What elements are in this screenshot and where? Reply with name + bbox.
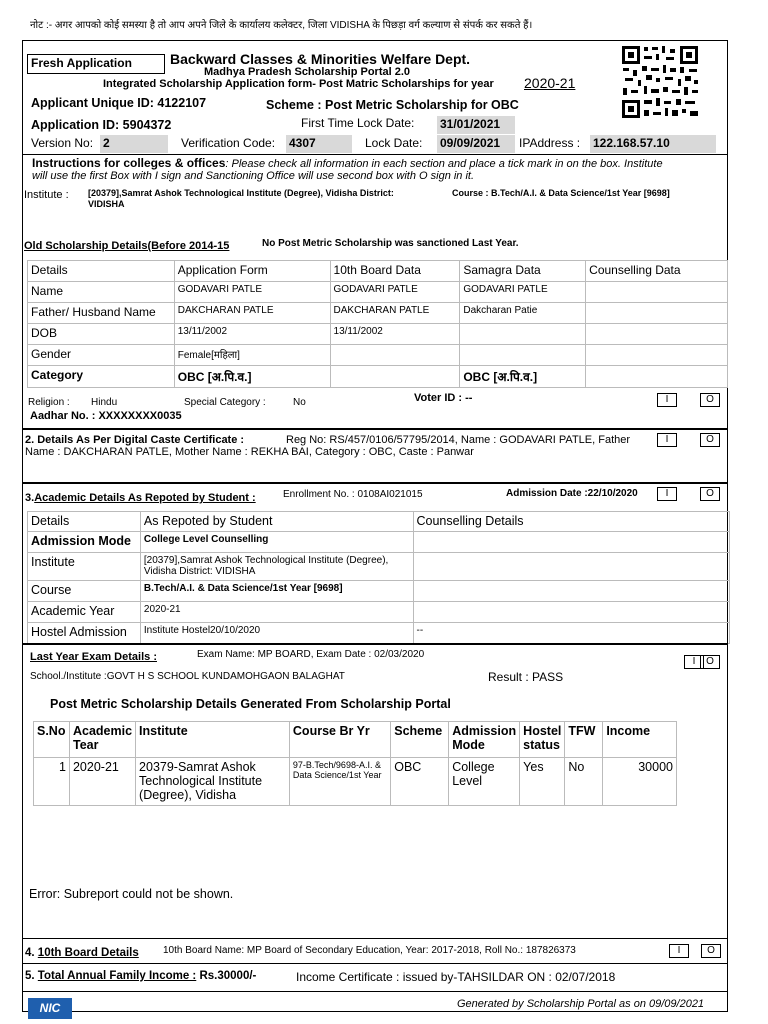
table-row	[28, 532, 730, 553]
top-notice: नोट :- अगर आपको कोई समस्या है तो आप अपने जिले के कार्यालय कलेक्टर, जिला VIDISHA के पिछड़ा वर्ग कल्याण से संपर्क कर सकते हैं।	[30, 20, 533, 31]
aadhar-no: Aadhar No. : XXXXXXXX0035	[30, 410, 182, 422]
cell	[413, 581, 730, 602]
cell	[586, 282, 728, 303]
cell: Yes	[520, 758, 565, 806]
cell: GODAVARI PATLE	[174, 282, 330, 303]
row-label: Category	[28, 366, 175, 388]
header-cell: Hostel status	[520, 722, 565, 758]
cell: Dakcharan Patie	[460, 303, 586, 324]
header-cell: Samagra Data	[460, 261, 586, 282]
divider	[22, 428, 728, 430]
institute-district: VIDISHA	[88, 199, 125, 209]
institute-check-box[interactable]: I	[684, 655, 704, 669]
office-check-box[interactable]: O	[700, 487, 720, 501]
version-label: Version No:	[31, 136, 94, 150]
divider	[22, 643, 728, 645]
table-row	[28, 366, 728, 388]
row-label: Name	[28, 282, 175, 303]
cell: 97-B.Tech/9698-A.I. & Data Science/1st Year	[289, 758, 390, 806]
last-exam-school: School./Institute :GOVT H S SCHOOL KUNDAMOHGAON BALAGHAT	[30, 671, 345, 682]
cell	[460, 324, 586, 345]
verification-code: 4307	[286, 135, 352, 153]
caste-line-1: Reg No: RS/457/0106/57795/2014, Name : GODAVARI PATLE, Father	[286, 434, 631, 446]
table-row	[28, 581, 730, 602]
header-cell: Details	[28, 512, 141, 532]
row-label: DOB	[28, 324, 175, 345]
row-label: Course	[28, 581, 141, 602]
table-header-row	[28, 512, 730, 532]
enrollment-no: Enrollment No. : 0108AI021015	[283, 489, 423, 500]
income-value: Rs.30000/-	[199, 970, 257, 982]
table-row	[34, 758, 677, 806]
cell: GODAVARI PATLE	[330, 282, 460, 303]
table-row	[28, 553, 730, 581]
divider	[22, 991, 728, 992]
academic-label: Academic Details As Repoted by Student :	[34, 492, 256, 504]
cell: 2020-21	[69, 758, 135, 806]
cell: OBC	[391, 758, 449, 806]
scheme: Scheme : Post Metric Scholarship for OBC	[266, 98, 519, 112]
table-header-row	[34, 722, 677, 758]
cell	[586, 303, 728, 324]
dept-name: Backward Classes & Minorities Welfare Dept.	[170, 51, 471, 67]
office-check-box[interactable]: O	[700, 433, 720, 447]
instructions-text-2: will use the first Box with I sign and Sanctioning Office will use second box with O sign in it.	[32, 170, 475, 182]
row-label: Father/ Husband Name	[28, 303, 175, 324]
religion-label: Religion :	[28, 397, 70, 408]
header-cell: Academic Tear	[69, 722, 135, 758]
cell	[330, 345, 460, 366]
pms-table	[33, 721, 677, 806]
divider	[22, 963, 728, 964]
fresh-application-label: Fresh Application	[27, 54, 165, 74]
table-row	[28, 282, 728, 303]
instructions-label: Instructions for colleges & offices	[32, 156, 226, 170]
cell: No	[565, 758, 603, 806]
last-exam-label: Last Year Exam Details :	[30, 651, 157, 663]
academic-section-number: 3.	[25, 492, 35, 504]
voter-id: Voter ID : --	[414, 392, 473, 404]
last-exam-result: Result : PASS	[488, 670, 564, 684]
cell: OBC [अ.पि.व.]	[174, 366, 330, 388]
instructions-text: : Please check all information in each section and place a tick mark in on the box. Institute	[225, 158, 663, 170]
portal-name: Madhya Pradesh Scholarship Portal 2.0	[204, 66, 411, 78]
income-section-number: 5.	[25, 970, 35, 982]
tenth-board-value: 10th Board Name: MP Board of Secondary Education, Year: 2017-2018, Roll No.: 187826373	[163, 945, 576, 956]
qr-code	[620, 44, 700, 120]
religion-value: Hindu	[91, 397, 118, 408]
verification-code-label: Verification Code:	[181, 136, 276, 150]
cell	[413, 602, 730, 623]
office-check-box[interactable]: O	[700, 393, 720, 407]
cell: DAKCHARAN PATLE	[174, 303, 330, 324]
institute-value: [20379],Samrat Ashok Technological Institute (Degree), Vidisha District:	[88, 188, 394, 198]
office-check-box[interactable]: O	[700, 655, 720, 669]
lock-date: 09/09/2021	[437, 135, 515, 153]
last-exam-details: Exam Name: MP BOARD, Exam Date : 02/03/2020	[197, 649, 425, 660]
header-cell: Admission Mode	[449, 722, 520, 758]
nic-logo: NIC	[28, 998, 72, 1019]
special-category-value: No	[293, 397, 306, 408]
institute-check-box[interactable]: I	[657, 393, 677, 407]
header-cell: S.No	[34, 722, 70, 758]
cell	[413, 553, 730, 581]
institute-check-box[interactable]: I	[657, 433, 677, 447]
application-id: Application ID: 5904372	[31, 118, 172, 132]
first-lock-label: First Time Lock Date:	[301, 116, 415, 130]
income-certificate: Income Certificate : issued by-TAHSILDAR ON : 02/07/2018	[296, 970, 616, 984]
header-cell: Details	[28, 261, 175, 282]
old-scholarship-value: No Post Metric Scholarship was sanctioned Last Year.	[262, 238, 519, 249]
cell: B.Tech/A.I. & Data Science/1st Year [9698]	[140, 581, 413, 602]
institute-check-box[interactable]: I	[669, 944, 689, 958]
header-cell: TFW	[565, 722, 603, 758]
cell	[586, 366, 728, 388]
cell: College Level	[449, 758, 520, 806]
academic-table	[27, 511, 730, 644]
row-label: Gender	[28, 345, 175, 366]
header-cell: As Repoted by Student	[140, 512, 413, 532]
cell: GODAVARI PATLE	[460, 282, 586, 303]
caste-line-2: Name : DAKCHARAN PATLE, Mother Name : REKHA BAI, Category : OBC, Caste : Panwar	[25, 446, 474, 458]
ip-label: IPAddress :	[519, 136, 581, 150]
tenth-section-number: 4.	[25, 947, 35, 959]
cell: Institute Hostel20/10/2020	[140, 623, 413, 644]
caste-label: 2. Details As Per Digital Caste Certificate :	[25, 434, 245, 446]
pms-title: Post Metric Scholarship Details Generated From Scholarship Portal	[50, 697, 451, 711]
cell: 2020-21	[140, 602, 413, 623]
divider	[22, 938, 728, 939]
old-scholarship-label: Old Scholarship Details(Before 2014-15	[24, 240, 230, 252]
institute-course: Course : B.Tech/A.I. & Data Science/1st Year [9698]	[452, 188, 670, 198]
cell	[586, 324, 728, 345]
cell: OBC [अ.पि.व.]	[460, 366, 586, 388]
row-label: Institute	[28, 553, 141, 581]
cell: 13/11/2002	[174, 324, 330, 345]
institute-label: Institute :	[24, 189, 69, 201]
row-label: Admission Mode	[28, 532, 141, 553]
divider	[22, 482, 728, 484]
cell: DAKCHARAN PATLE	[330, 303, 460, 324]
cell	[586, 345, 728, 366]
cell	[413, 532, 730, 553]
header-cell: Counselling Details	[413, 512, 730, 532]
header-cell: 10th Board Data	[330, 261, 460, 282]
income-label: Total Annual Family Income :	[37, 970, 197, 982]
cell: Female[महिला]	[174, 345, 330, 366]
header-cell: Counselling Data	[586, 261, 728, 282]
applicant-uid: Applicant Unique ID: 4122107	[31, 96, 207, 110]
special-category-label: Special Category :	[184, 397, 266, 408]
header-cell: Application Form	[174, 261, 330, 282]
table-row	[28, 345, 728, 366]
table-row	[28, 602, 730, 623]
office-check-box[interactable]: O	[701, 944, 721, 958]
form-year: 2020-21	[524, 75, 576, 91]
cell: 30000	[603, 758, 677, 806]
divider	[22, 154, 728, 155]
admission-date: Admission Date :22/10/2020	[506, 488, 638, 499]
cell: 1	[34, 758, 70, 806]
details-table	[27, 260, 728, 388]
first-lock-date: 31/01/2021	[437, 116, 515, 134]
ip-address: 122.168.57.10	[590, 135, 716, 153]
cell: --	[413, 623, 730, 644]
subreport-error: Error: Subreport could not be shown.	[29, 887, 234, 901]
table-row	[28, 324, 728, 345]
cell: 13/11/2002	[330, 324, 460, 345]
header-cell: Scheme	[391, 722, 449, 758]
cell: College Level Counselling	[140, 532, 413, 553]
generated-note: Generated by Scholarship Portal as on 09/09/2021	[457, 998, 705, 1010]
cell: 20379-Samrat Ashok Technological Institute (Degree), Vidisha	[136, 758, 290, 806]
row-label: Academic Year	[28, 602, 141, 623]
version-value: 2	[100, 135, 168, 153]
form-title: Integrated Scholarship Application form- Post Matric Scholarships for year	[103, 78, 494, 90]
cell	[330, 366, 460, 388]
cell	[460, 345, 586, 366]
table-row	[28, 303, 728, 324]
tenth-board-label: 10th Board Details	[37, 947, 139, 959]
table-row	[28, 623, 730, 644]
header-cell: Income	[603, 722, 677, 758]
table-header-row	[28, 261, 728, 282]
cell: [20379],Samrat Ashok Technological Institute (Degree), Vidisha District: VIDISHA	[140, 553, 413, 581]
lock-date-label: Lock Date:	[365, 136, 423, 150]
header-cell: Institute	[136, 722, 290, 758]
institute-check-box[interactable]: I	[657, 487, 677, 501]
row-label: Hostel Admission	[28, 623, 141, 644]
header-cell: Course Br Yr	[289, 722, 390, 758]
